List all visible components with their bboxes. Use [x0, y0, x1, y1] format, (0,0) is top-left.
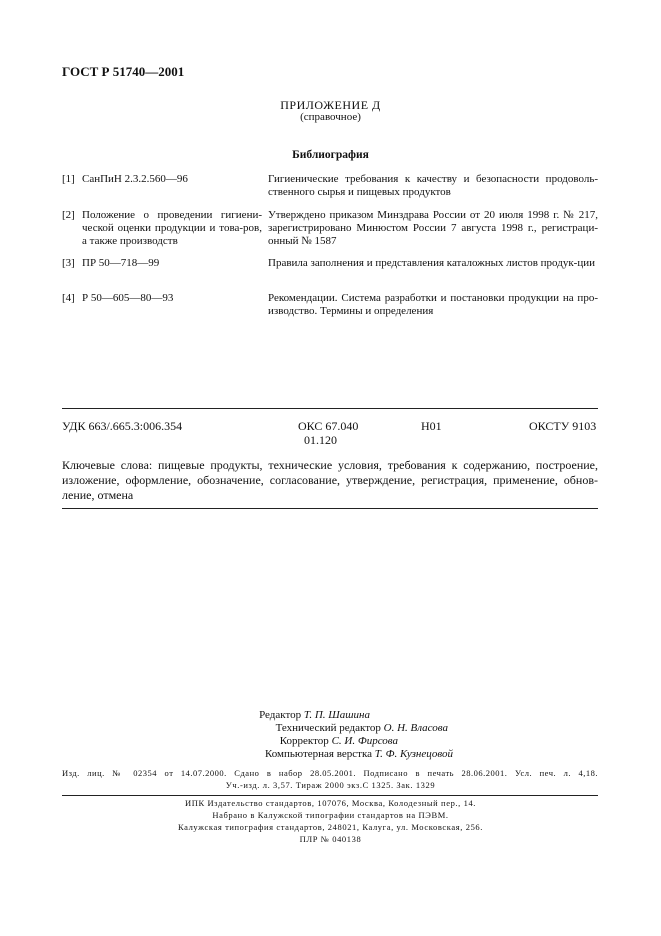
imprint-line-2: Уч.-изд. л. 3,57. Тираж 2000 экз.С 1325. Зак. 1329	[225, 780, 436, 790]
credit-name: Т. П. Шашина	[303, 709, 370, 721]
credit-tech-editor	[276, 722, 448, 734]
bibliography-number: [4]	[62, 292, 75, 304]
bibliography-source: Р 50—605—80—93	[82, 292, 174, 304]
bibliography-source: ПР 50—718—99	[82, 257, 160, 269]
bibliography-title: Библиография	[292, 149, 369, 161]
bibliography-number: [2]	[62, 209, 75, 221]
credit-role: Корректор	[279, 735, 329, 747]
publisher-line: ИПК Издательство стандартов, 107076, Москва, Колодезный пер., 14.	[184, 798, 477, 808]
credit-layout	[265, 748, 453, 760]
credit-editor	[259, 709, 370, 721]
appendix-title: ПРИЛОЖЕНИЕ Д	[280, 98, 381, 112]
document-code: ГОСТ Р 51740—2001	[62, 64, 185, 79]
credit-role: Редактор	[259, 709, 302, 721]
oks-code-secondary: 01.120	[304, 433, 337, 447]
credit-role: Компьютерная верстка	[264, 748, 372, 760]
credit-corrector	[280, 735, 398, 747]
publisher-line: Набрано в Калужской типографии стандартов на ПЭВМ.	[212, 810, 449, 820]
keywords: Ключевые слова: пищевые продукты, технические условия, требования к содержанию, построение, изложение, оформление, обозначение, согласование, утверждение, регистрация, применение, обнов-ление, отмена	[62, 458, 598, 502]
oks-code: ОКС 67.040	[298, 419, 359, 433]
bibliography-description: Правила заполнения и представления каталожных листов продук-ции	[268, 257, 595, 269]
credit-name: О. Н. Власова	[383, 722, 448, 734]
appendix-subtitle: (справочное)	[300, 111, 361, 123]
publisher-line: ПЛР № 040138	[299, 834, 362, 844]
divider-bottom	[62, 508, 598, 509]
h-code: Н01	[421, 419, 442, 433]
divider-imprint	[62, 795, 598, 796]
bibliography-source: Положение о проведении гигиени-ческой оценки продукции и това-ров, а также производств	[82, 209, 262, 247]
bibliography-description: Утверждено приказом Минздрава России от 20 июля 1998 г. № 217, зарегистрировано Минюстом России 7 августа 1998 г., регистраци-онный № 1587	[268, 209, 598, 247]
credit-name: С. И. Фирсова	[331, 735, 398, 747]
okstu-code: ОКСТУ 9103	[529, 419, 597, 433]
bibliography-number: [1]	[62, 173, 75, 185]
bibliography-description: Рекомендации. Система разработки и постановки продукции на про-изводство. Термины и определения	[268, 292, 598, 317]
credit-name: Т. Ф. Кузнецовой	[374, 748, 453, 760]
udk-code: УДК 663/.665.3:006.354	[62, 419, 183, 433]
credit-role: Технический редактор	[275, 722, 381, 734]
publisher-line: Калужская типография стандартов, 248021, Калуга, ул. Московская, 256.	[177, 822, 483, 832]
divider-top	[62, 408, 598, 409]
imprint-line: Изд. лиц. № 02354 от 14.07.2000. Сдано в набор 28.05.2001. Подписано в печать 28.06.2001. Усл. печ. л. 4,18.	[62, 768, 598, 778]
bibliography-number: [3]	[62, 257, 75, 269]
bibliography-source: СанПиН 2.3.2.560—96	[82, 173, 188, 185]
bibliography-description: Гигиенические требования к качеству и безопасности продоволь-ственного сырья и пищевых продуктов	[268, 173, 598, 198]
